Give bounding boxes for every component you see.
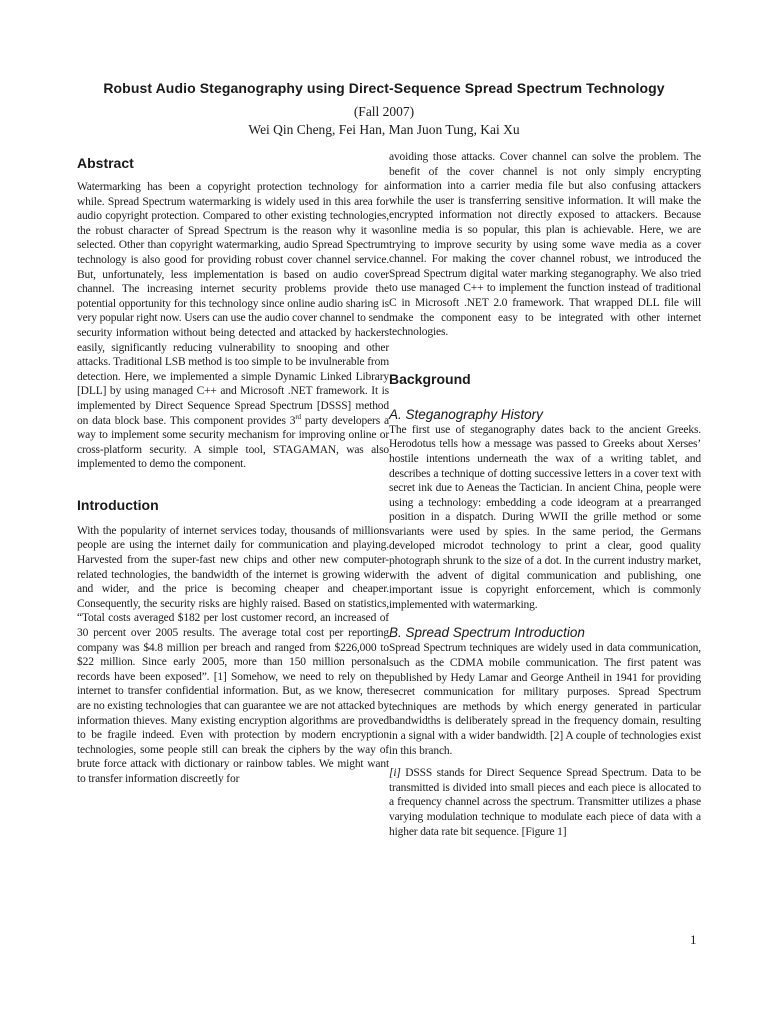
paper-term: (Fall 2007)	[353, 104, 415, 119]
dsss-marker: [i]	[389, 767, 401, 780]
left-column	[77, 154, 389, 787]
right-column	[389, 150, 701, 839]
dsss-paragraph	[389, 766, 701, 839]
spread-spectrum-heading: B. Spread Spectrum Introduction	[389, 625, 585, 641]
background-heading: Background	[389, 370, 471, 387]
introduction-paragraph: With the popularity of internet services today, thousands of millions people are using the internet daily for communication and playing. Harvested from the super-fast new chips and other new computer-related technologies, the bandwidth of the internet is growing wider and wider, and the price is becoming cheaper and cheaper. Consequently, the security risks are highly raised. Based on statistics, “Total costs averaged $182 per lost customer record, an increased of 30 percent over 2005 results. The average total cost per reporting company was $4.8 million per breach and ranged from $226,000 to $22 million. Since early 2005, more than 150 million personal records have been exposed”. [1] Somehow, we need to rely on the internet to transfer confidential information. But, as we know, there are no existing technologies that can guarantee we are not attacked by information thieves. Many existing encryption algorithms are proved to be fragile indeed. Even with protection by modern encryption technologies, some people still can break the ciphers by the way of brute force attack with dictionary or rainbow tables. We might want to transfer information discreetly for	[77, 524, 389, 785]
abstract-paragraph	[77, 180, 389, 472]
steganography-history-paragraph: The first use of steganography dates back to the ancient Greeks. Herodotus tells how a message was passed to Greeks about Xerses’ hostile intentions underneath the wax of a writing tablet, and describes a technique of dotting successive letters in a cover text with secret ink due to Aeneas the Tactician. In ancient China, people were using a technology: embedding a code ideogram at a prearranged position in a dispatch. During WWII the grille method or some variants were used by spies. In the same period, the Germans developed microdot technology to print a clear, good quality photograph shrunk to the size of a dot. In the current industry market, with the advent of digital communication and publishing, one important issue is copyright enforcement, which is commonly implemented with watermarking.	[389, 423, 701, 611]
paper-authors: Wei Qin Cheng, Fei Han, Man Juon Tung, Kai Xu	[248, 122, 520, 137]
abstract-superscript: rd	[295, 412, 301, 421]
abstract-text-part-1: Watermarking has been a copyright protection technology for a while. Spread Spectrum watermarking is widely used in this area for audio copyright protection. Compared to other existing technologies, the robust character of Spread Spectrum is the reason why it was selected. Other than copyright watermarking, audio Spread Spectrum technology is also good for providing robust cover channel service. But, unfortunately, less implementation is based on audio cover channel. The increasing internet security problems provide the potential opportunity for this technology since online audio sharing is very popular right now. Users can use the audio cover channel to send security information without being detected and attacked by hackers easily, significantly reducing vulnerability to snooping and other attacks. Traditional LSB method is too simple to be invulnerable from detection. Here, we implemented a simple Dynamic Linked Library [DLL] by using managed C++ and Microsoft .NET framework. It is implemented by Direct Sequence Spread Spectrum [DSSS] method on data block base. This component provides 3	[77, 181, 389, 427]
abstract-heading: Abstract	[77, 155, 134, 171]
dsss-text: DSSS stands for Direct Sequence Spread Spectrum. Data to be transmitted is divided into small pieces and each piece is allocated to a frequency channel across the spectrum. Transmitter utilizes a phase varying modulation technique to modulate each piece of data with a higher data rate bit sequence. [Figure 1]	[389, 767, 701, 838]
page-number: 1	[690, 932, 697, 947]
paper-title: Robust Audio Steganography using Direct-Sequence Spread Spectrum Technology	[103, 80, 665, 96]
introduction-heading: Introduction	[77, 496, 159, 513]
spread-spectrum-paragraph: Spread Spectrum techniques are widely used in data communication, such as the CDMA mobile communication. The first patent was published by Hedy Lamar and George Antheil in 1941 for providing secret communication for military purposes. Spread Spectrum techniques are methods by which energy generated in particular bandwidths is deliberately spread in the frequency domain, resulting in a signal with a wider bandwidth. [2] A couple of technologies exist in this branch.	[389, 642, 701, 757]
abstract-text-part-2: party developers a way to implement some security mechanism for improving online or cross-platform security. A simple tool, STAGAMAN, was also implemented to demo the component.	[77, 414, 389, 471]
introduction-continued-paragraph: avoiding those attacks. Cover channel can solve the problem. The benefit of the cover channel is not only simply encrypting information into a carrier media file but also confusing attackers while the user is transferring sensitive information. It will make the encrypted information not directly exposed to attackers. Because online media is so popular, this plan is achievable. Here, we are trying to improve security by using some wave media as a cover channel. For making the cover channel robust, we introduced the Spread Spectrum digital water marking steganography. We also tried to use managed C++ to implement the function instead of traditional C in Microsoft .NET 2.0 framework. That wrapped DLL file will make the component easy to be integrated with other internet technologies.	[389, 151, 701, 339]
steganography-history-heading: A. Steganography History	[389, 406, 543, 422]
